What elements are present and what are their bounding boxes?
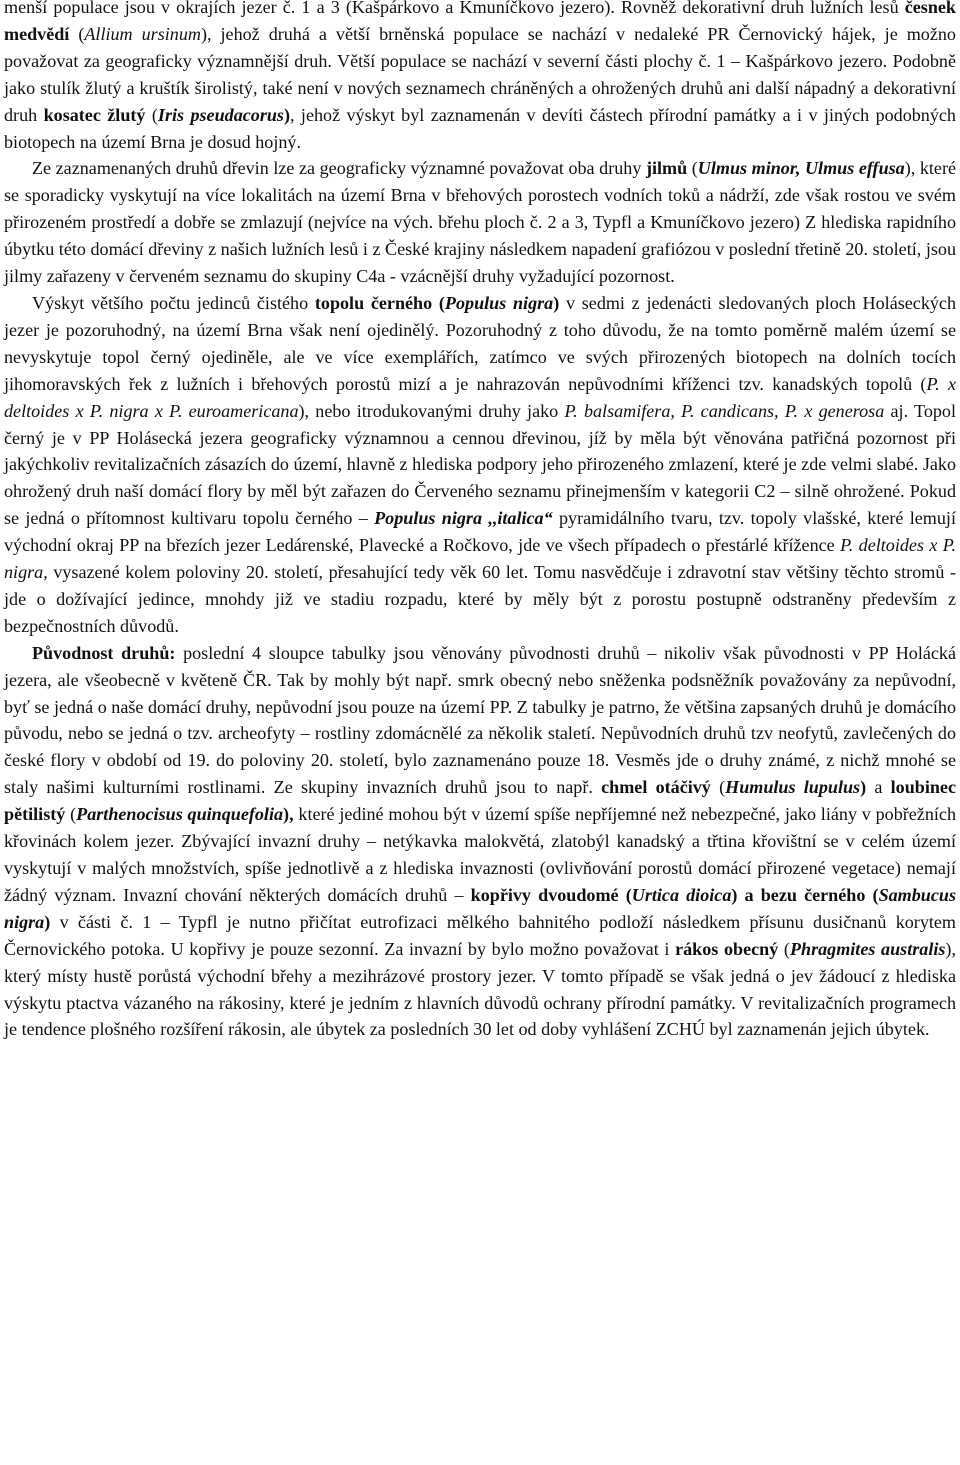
text-run: Phragmites australis bbox=[789, 938, 946, 959]
text-run: chmel otáčivý bbox=[601, 777, 711, 798]
text-run: Urtica dioica bbox=[631, 884, 732, 905]
text-run: aj. Topol černý je v PP Holásecká jezera geograficky významnou a cennou dřevinou, jíž by měla být věnována patřičná pozornost při jakýchkoliv revitalizačních zásazích do území, hlavně z hlediska podpory jeho přirozeného zmlazení, které je zde velmi slabé. Jako ohrožený druh naší domácí flory by měl být zařazen do Červeného seznamu přinejmenším v kategorii C2 – silně ohrožené. Pokud se jedná o přítomnost kultivaru topolu černého – bbox=[4, 400, 956, 529]
text-run: ( bbox=[65, 804, 77, 825]
text-run: ) bbox=[553, 292, 560, 313]
text-run: v sedmi z jedenácti sledovaných ploch Holáseckých jezer je pozoruhodný, na území Brna však není ojedinělý. Pozoruhodný z toho důvodu, že na tomto poměrně malém území se nevyskytuje topol černý ojediněle, ale ve více exemplářích, zatímco ve svých přirozených biotopech na dolních tocích jihomoravských řek z lužních i břehových porostů mizí a je nahrazován nepůvodními kříženci tzv. kanadských topolů ( bbox=[4, 292, 956, 394]
text-run: Ulmus minor, Ulmus effusa bbox=[697, 158, 905, 179]
text-run: Původnost druhů: bbox=[32, 642, 176, 663]
text-run: P. balsamifera, P. candicans, P. x generosa bbox=[564, 400, 885, 421]
text-run: topolu černého ( bbox=[314, 292, 445, 313]
text-run: Iris pseudacorus bbox=[157, 104, 284, 125]
text-run: P. deltoides x P. nigra, bbox=[4, 535, 956, 583]
text-run: česnek medvědí bbox=[4, 0, 956, 44]
text-run: loubinec pětilistý bbox=[4, 777, 956, 825]
text-run: jilmů bbox=[645, 158, 688, 179]
text-run: P. x deltoides x P. nigra x P. euroamericana bbox=[4, 373, 956, 421]
text-run: ( bbox=[710, 777, 726, 798]
text-run: které jediné mohou být v území spíše nepříjemné než nebezpečné, jako liány v pobřežních křovinách kolem jezer. Zbývající invazní druhy – netýkavka malokvětá, zlatobýl kanadský a třtina křovištní se v celém území vyskytují v malých množstvích, spíše jednotlivě a z hlediska invaznosti (ovlivňování porostů domácí přirozené vegetace) nemají žádný význam. Invazní chování některých domácích druhů – bbox=[4, 804, 956, 905]
text-run: , jehož výskyt byl zaznamenán v devíti částech přírodní památky a i v jiných podobných biotopech na území Brna je dosud hojný. bbox=[4, 104, 956, 152]
text-run: Allium ursinum bbox=[84, 23, 201, 44]
text-run: ) a bezu černého ( bbox=[731, 884, 879, 905]
text-run: ( bbox=[69, 23, 85, 44]
text-run: ) bbox=[860, 777, 867, 798]
text-run: kopřivy dvoudomé ( bbox=[470, 884, 632, 905]
paragraph-elms bbox=[4, 155, 956, 290]
paragraph-wild-garlic-iris bbox=[4, 0, 956, 155]
paragraph-black-poplar bbox=[4, 290, 956, 640]
text-run: ( bbox=[145, 104, 158, 125]
text-run: Populus nigra ,,italica“ bbox=[374, 508, 553, 529]
paragraph-species-origin bbox=[4, 640, 956, 1044]
text-run: ), který místy hustě porůstá východní břehy a mezihrázové prostory jezer. V tomto případě se však jedná o jev žádoucí z hlediska výskytu ptactva vázaného na rákosiny, které je jedním z hlavních důvodů ochrany přírodní památky. V revitalizačních programech je tendence plošného rozšíření rákosin, ale úbytek za posledních 30 let od doby vyhlášení ZCHÚ byl zaznamenán jejich úbytek. bbox=[4, 938, 956, 1040]
text-run: menší populace jsou v okrajích jezer č. 1 a 3 (Kašpárkovo a Kmuníčkovo jezero). Rovněž dekorativní druh lužních lesů bbox=[4, 0, 905, 17]
text-run: poslední 4 sloupce tabulky jsou věnovány původnosti druhů – nikoliv však původnosti v PP Holácká jezera, ale všeobecně v květeně ČR. Tak by mohly být např. smrk obecný nebo sněženka podsněžník považovány za nepůvodní, byť se jedná o naše domácí druhy, nepůvodní jsou pouze na území PP. Z tabulky je patrno, že většina zapsaných druhů je domácího původu, nebo se jedná o tzv. archeofyty – rostliny zdomácnělé za několik staletí. Nepůvodních druhů tzv neofytů, zavlečených do české flory v období od 19. do poloviny 20. století, bylo zaznamenáno pouze 18. Vesměs jde o druhy známé, z nichž mnohé se staly našimi kulturními rostlinami. Ze skupiny invazních druhů jsou to např. bbox=[4, 642, 956, 798]
text-run: Ze zaznamenaných druhů dřevin lze za geograficky významné považovat oba druhy bbox=[32, 158, 646, 179]
text-run: vysazené kolem poloviny 20. století, přesahující tedy věk 60 let. Tomu nasvědčuje i zdravotní stav většiny těchto stromů - jde o dožívající jedince, mnohdy již ve stadiu rozpadu, které by měly být z porostu postupně odstraněny především z bezpečnostních důvodů. bbox=[4, 562, 956, 636]
text-run: ) bbox=[44, 911, 51, 932]
text-run: pyramidálního tvaru, tzv. topoly vlašské, které lemují východní okraj PP na březích jezer Ledárenské, Plavecké a Ročkovo, jde ve všech případech o přestárlé křížence bbox=[4, 508, 956, 556]
text-run: ( bbox=[687, 158, 698, 179]
text-run: Humulus lupulus bbox=[725, 777, 861, 798]
text-run: v části č. 1 – Typfl je nutno přičítat eutrofizaci mělkého bahnitého podloží následkem přísunu dusičnanů korytem Černovického potoka. U kopřivy je pouze sezonní. Za invazní by bylo možno považovat i bbox=[4, 911, 956, 959]
text-run: ), které se sporadicky vyskytují na více lokalitách na území Brna v břehových porostech vodních toků a nádrží, zde však rostou ve svém přirozeném prostředí a dobře se zmlazují (nejvíce na vých. břehu ploch č. 2 a 3, Typfl a Kmuníčkovo jezero) Z hlediska rapidního úbytku této domácí dřeviny z našich lužních lesů i z České krajiny následkem napadení grafiózou v poslední třetině 20. století, jsou jilmy zařazeny v červeném seznamu do skupiny C4a - vzácnější druhy vyžadující pozornost. bbox=[4, 158, 957, 287]
text-run: ( bbox=[778, 938, 790, 959]
text-run: Výskyt většího počtu jedinců čistého bbox=[32, 292, 315, 313]
text-run: ) bbox=[283, 104, 290, 125]
text-run: Parthenocisus quinquefolia bbox=[76, 804, 284, 825]
text-run: a bbox=[866, 777, 891, 798]
text-run: kosatec žlutý bbox=[43, 104, 146, 125]
text-run: ), nebo itrodukovanými druhy jako bbox=[298, 400, 565, 421]
text-run: ), bbox=[283, 804, 294, 825]
text-run: Populus nigra bbox=[444, 292, 554, 313]
text-run: ), jehož druhá a větší brněnská populace se nachází v nedaleké PR Černovický hájek, je možno považovat za geograficky významnější druh. Větší populace se nachází v severní části plochy č. 1 – Kašpárkovo jezero. Podobně jako stulík žlutý a kruštík širolistý, také není v nových seznamech chráněných a ohrožených druhů ani další nápadný a dekorativní druh bbox=[4, 23, 956, 125]
text-run: rákos obecný bbox=[675, 938, 779, 959]
text-run: Sambucus nigra bbox=[4, 884, 956, 932]
